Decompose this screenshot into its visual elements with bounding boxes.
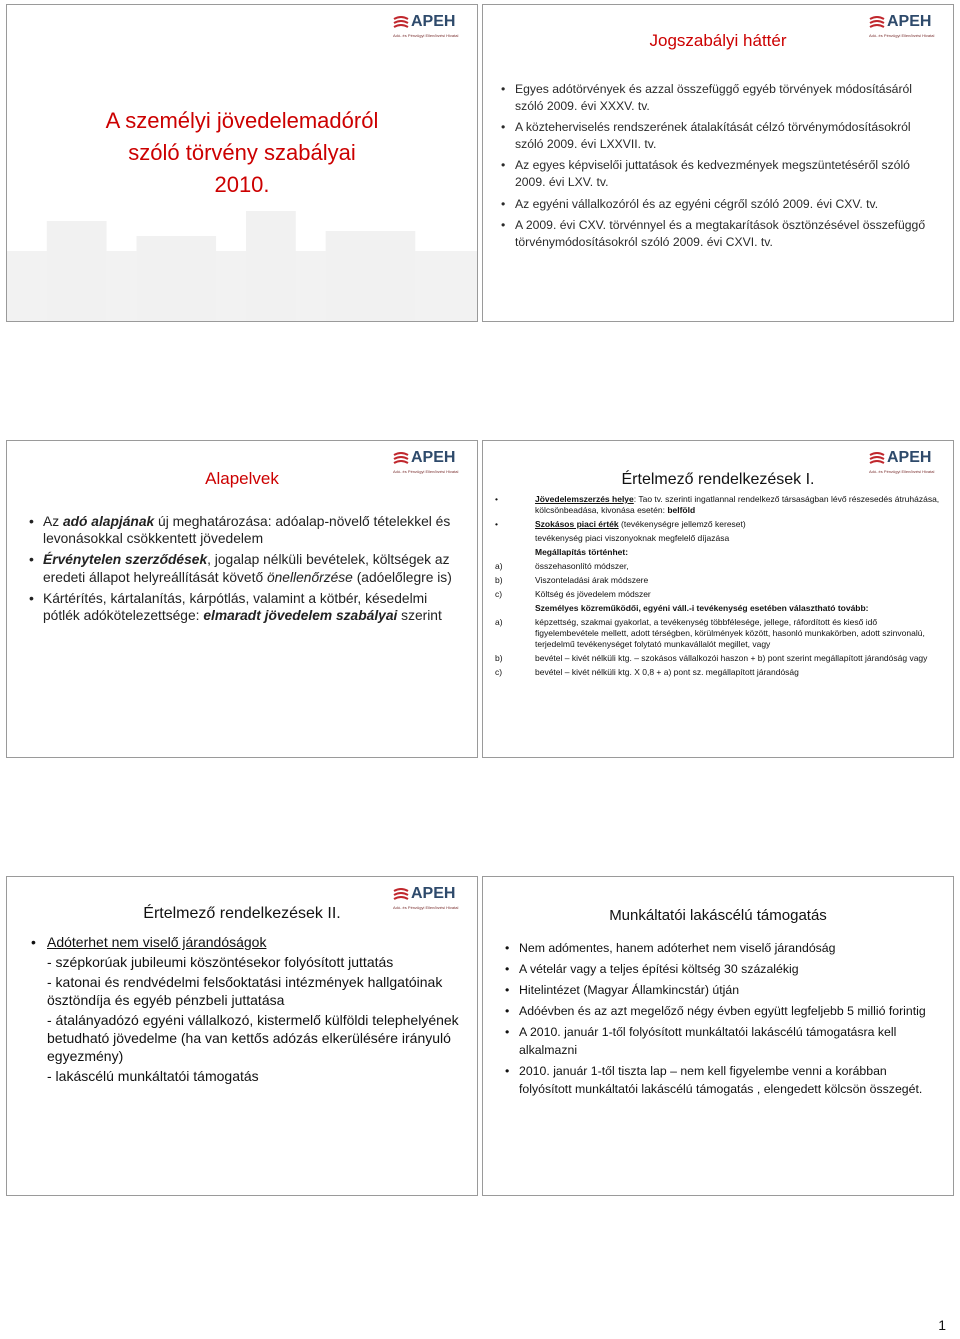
principles-list bbox=[29, 513, 461, 628]
law-list bbox=[501, 81, 939, 255]
list-item: - átalányadózó egyéni vállalkozó, kistermelő külföldi telephelyének betudható jövedelme (ha van kettős adózás elkerülésére irányuló egyezmény) bbox=[47, 1012, 459, 1064]
list-item: Személyes közreműködői, egyéni váll.-i tevékenység esetében választható tovább: bbox=[535, 603, 869, 613]
list-item: • Egyes adótörvények és azzal összefüggő egyéb törvények módosításáról szóló 2009. évi XXXV. tv. bbox=[501, 81, 939, 114]
list-item: • A 2009. évi CXV. törvénnyel és a megtakarítások ösztönzésével összefüggő törvénymódosításokról szóló 2009. évi CXVI. tv. bbox=[501, 217, 939, 250]
slide-body bbox=[31, 933, 463, 1087]
list-item: • A közteherviselés rendszerének átalakítását célzó törvénymódosításokról szóló 2009. évi LXXVII. tv. bbox=[501, 119, 939, 152]
list-item: • Az adó alapjának új meghatározása: adóalap-növelő tételekkel és levonásokkal csökkentett jövedelem bbox=[29, 513, 461, 547]
apeh-logo: APEH Adó- és Pénzügyi Ellenőrzési Hivatal bbox=[869, 13, 935, 38]
list-item: • A 2010. január 1-től folyósított munkáltatói lakáscélú támogatásra kell alkalmazni bbox=[505, 1023, 939, 1059]
apeh-logo: APEH Adó- és Pénzügyi Ellenőrzési Hivatal bbox=[869, 449, 935, 474]
slide-title: Jogszabályi háttér bbox=[649, 31, 787, 50]
list-item: • 2010. január 1-től tiszta lap – nem kell figyelembe venni a korábban folyósított munkáltatói lakáscélú támogatás , elengedett kölcsön összegét. bbox=[505, 1062, 939, 1098]
list-item: a) képzettség, szakmai gyakorlat, a tevékenység többfélesége, jellege, ráfordított és kieső idő figyelembevétele mellett, adott térségben, körülmények között, hasonló munkakörben, adott szinvonalú, terjedelmű tevékenységet folytató munkavállalót megillet, vagy bbox=[495, 617, 925, 649]
page-number: 1 bbox=[938, 1317, 946, 1333]
list-item: • Kártérítés, kártalanítás, kárpótlás, valamint a kötbér, késedelmi pótlék adókötelezettsége: elmaradt jövedelem szabályai szerint bbox=[29, 590, 461, 624]
apeh-logo: APEH Adó- és Pénzügyi Ellenőrzési Hivatal bbox=[393, 13, 459, 38]
city-background-image bbox=[7, 191, 477, 321]
list-item: • Az egyes képviselői juttatások és kedvezmények megszüntetéséről szóló 2009. évi LXV. tv. bbox=[501, 157, 939, 190]
list-item: - lakáscélú munkáltatói támogatás bbox=[47, 1068, 259, 1084]
list-item: • Nem adómentes, hanem adóterhet nem viselő járandóság bbox=[505, 939, 939, 957]
list-item: • A vételár vagy a teljes építési költség 30 százalékig bbox=[505, 960, 939, 978]
slide-definitions-1 bbox=[482, 440, 954, 758]
list-item: a) összehasonlító módszer, bbox=[495, 561, 629, 571]
slide-title: Alapelvek bbox=[205, 469, 279, 488]
apeh-logo: APEH Adó- és Pénzügyi Ellenőrzési Hivatal bbox=[393, 885, 459, 910]
slide-title bbox=[6, 4, 478, 322]
slide-title: Értelmező rendelkezések I. bbox=[621, 471, 815, 488]
list-item: • Az egyéni vállalkozóról és az egyéni cégről szóló 2009. évi CXV. tv. bbox=[501, 196, 939, 213]
support-list bbox=[505, 939, 939, 1101]
apeh-logo: APEH Adó- és Pénzügyi Ellenőrzési Hivatal bbox=[393, 449, 459, 474]
definitions-list bbox=[491, 494, 943, 681]
list-item: c) Költség és jövedelem módszer bbox=[495, 589, 651, 599]
list-item: c) bevétel – kivét nélküli ktg. X 0,8 + a) pont sz. megállapított járandóság bbox=[495, 667, 799, 677]
presentation-title: A személyi jövedelemadóról szóló törvény szabályai 2010. bbox=[105, 108, 379, 197]
slide-principles bbox=[6, 440, 478, 758]
slide-housing-support bbox=[482, 876, 954, 1196]
list-heading: • Adóterhet nem viselő járandóságok bbox=[31, 933, 463, 951]
slide-title: Értelmező rendelkezések II. bbox=[143, 905, 341, 922]
slide-definitions-2 bbox=[6, 876, 478, 1196]
list-item: tevékenység piaci viszonyoknak megfelelő díjazása bbox=[535, 533, 730, 543]
list-item: • Érvénytelen szerződések, jogalap nélküli bevételek, költségek az eredeti állapot helyreállítását követő önellenőrzése (adóelőlegre is) bbox=[29, 551, 461, 585]
list-item: - szépkorúak jubileumi köszöntésekor folyósított juttatás bbox=[47, 954, 394, 970]
list-item: • Jövedelemszerzés helye: Tao tv. szerinti ingatlannal rendelkező társaságban lévő részesedés átruházása, kölcsönbeadása, kivonása esetén: belföld bbox=[495, 494, 940, 515]
list-item: b) bevétel – kivét nélküli ktg. – szokásos vállalkozói haszon + b) pont szerint megállapított járandóság vagy bbox=[495, 653, 928, 663]
slide-title: Munkáltatói lakáscélú támogatás bbox=[609, 907, 827, 924]
list-item: b) Viszonteladási árak módszere bbox=[495, 575, 649, 585]
slide-legal-background bbox=[482, 4, 954, 322]
list-item: - katonai és rendvédelmi felsőoktatási intézmények hallgatóinak ösztöndíja és egyéb pénzbeli juttatása bbox=[47, 974, 443, 1008]
list-item: • Hitelintézet (Magyar Államkincstár) útján bbox=[505, 981, 939, 999]
list-item: Megállapítás történhet: bbox=[535, 547, 629, 557]
list-item: • Adóévben és az azt megelőző négy évben együtt legfeljebb 5 millió forintig bbox=[505, 1002, 939, 1020]
list-item: • Szokásos piaci érték (tevékenységre jellemző kereset) bbox=[495, 519, 746, 529]
